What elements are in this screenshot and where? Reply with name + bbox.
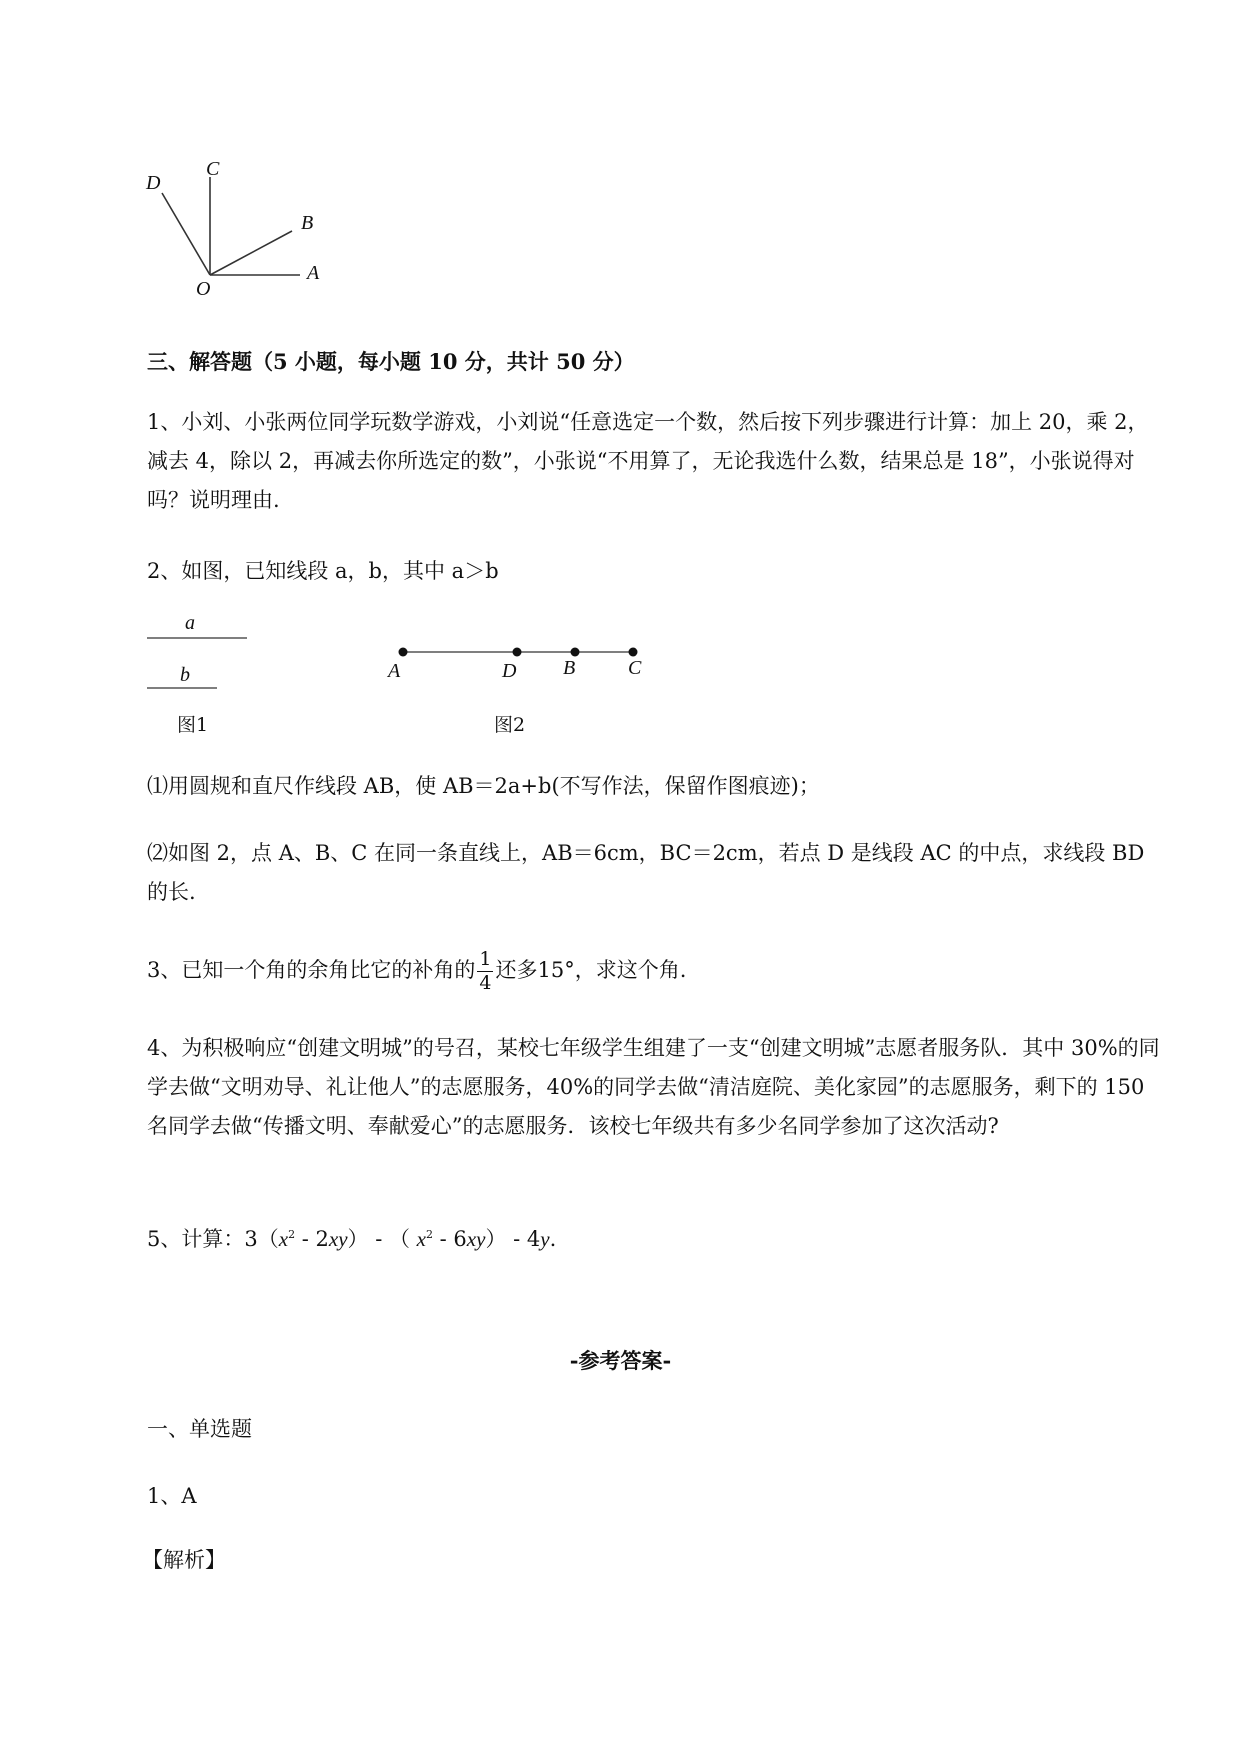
answers-title: -参考答案- <box>569 1348 672 1373</box>
label-o: O <box>196 278 211 300</box>
q5-y: y <box>540 1227 550 1251</box>
question-2-part-1: ⑴用圆规和直尺作线段 AB，使 AB＝2a+b(不写作法，保留作图痕迹)； <box>147 774 820 798</box>
fig2-label-a: A <box>388 660 401 682</box>
ray-od <box>162 193 210 275</box>
fig2-label-d: D <box>502 660 517 682</box>
fig1-label-b: b <box>180 664 190 686</box>
question-3 <box>147 942 1162 998</box>
question-1: 1、小刘、小张两位同学玩数学游戏，小刘说“任意选定一个数，然后按下列步骤进行计算：加上 20，乘 2，减去 4，除以 2，再减去你所选定的数”，小张说“不用算了，无论我选什么数，结果总是 18”，小张说得对吗？说明理由. <box>147 410 1149 512</box>
q5-x2: x <box>416 1227 426 1251</box>
q5-mid2: ） - （ <box>347 1227 417 1251</box>
q5-exp2: 2 <box>425 1228 433 1241</box>
q5-mid3: - 6 <box>432 1227 467 1251</box>
fig2-label-b: B <box>563 657 576 679</box>
label-b: B <box>301 212 314 234</box>
point-a <box>399 648 408 657</box>
q5-x1: x <box>278 1227 289 1251</box>
q5-mid4: ） - 4 <box>485 1227 541 1251</box>
fig1-label-a: a <box>185 612 195 634</box>
q3-prefix: 3、已知一个角的余角比它的补角的 <box>147 958 476 982</box>
q5-end: . <box>549 1227 557 1251</box>
point-d <box>513 648 522 657</box>
point-b <box>571 648 580 657</box>
section-heading: 三、解答题（5 小题，每小题 10 分，共计 50 分） <box>147 349 635 374</box>
q5-xy1: xy <box>328 1227 348 1251</box>
label-a: A <box>307 262 320 284</box>
question-2: 2、如图，已知线段 a，b，其中 a＞b <box>147 559 499 583</box>
question-2-part-2: ⑵如图 2，点 A、B、C 在同一条直线上，AB＝6cm，BC＝2cm，若点 D 是线段 AC 的中点，求线段 BD 的长. <box>147 841 1145 904</box>
fraction-denominator: 4 <box>479 972 492 994</box>
fig2-label-c: C <box>628 657 642 679</box>
question-4: 4、为积极响应“创建文明城”的号召，某校七年级学生组建了一支“创建文明城”志愿者服务队．其中 30%的同学去做“文明劝导、礼让他人”的志愿服务，40%的同学去做“清洁庭院、美化家园”的志愿服务，剩下的 150 名同学去做“传播文明、奉献爱心”的志愿服务．该校七年级共有多少名同学参加了这次活动? <box>147 1036 1160 1138</box>
answers-part-1: 一、单选题 <box>147 1417 252 1441</box>
fraction-one-quarter <box>477 950 493 993</box>
fig1-caption: 图1 <box>177 714 209 736</box>
label-d: D <box>146 172 161 194</box>
fraction-numerator: 1 <box>479 948 492 970</box>
q5-exp1: 2 <box>288 1228 296 1241</box>
figure-2-line <box>395 640 645 670</box>
ray-ob <box>210 231 292 275</box>
q3-suffix: 还多15°，求这个角. <box>495 958 687 982</box>
question-5 <box>147 1215 1162 1259</box>
point-c <box>629 648 638 657</box>
fig2-caption: 图2 <box>494 714 526 736</box>
analysis-label: 【解析】 <box>142 1548 226 1572</box>
q5-xy2: xy <box>466 1227 486 1251</box>
answer-1: 1、A <box>147 1484 197 1508</box>
q5-prefix: 5、计算：3（ <box>147 1227 279 1251</box>
q5-mid1: - 2 <box>295 1227 329 1251</box>
figure-1-segments <box>145 615 255 695</box>
label-c: C <box>206 158 220 180</box>
